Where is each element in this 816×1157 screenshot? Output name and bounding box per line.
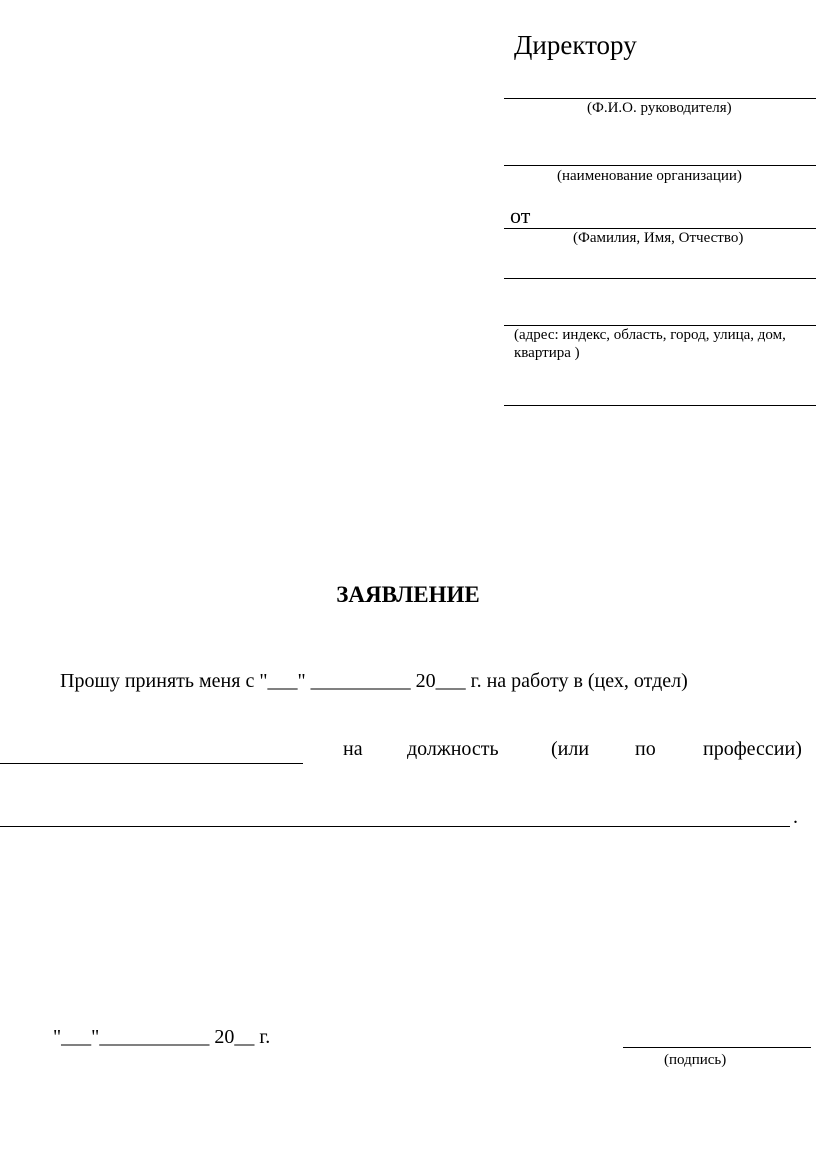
department-blank-line bbox=[0, 763, 303, 764]
applicant-name-line bbox=[504, 228, 816, 229]
position-word-ili: (или bbox=[551, 738, 590, 760]
from-label: от bbox=[510, 203, 531, 228]
applicant-name-line-2 bbox=[504, 278, 816, 279]
address-caption-line-1: (адрес: индекс, область, город, улица, дом, bbox=[514, 327, 786, 343]
request-line: Прошу принять меня с "___" __________ 20___ г. на работу в (цех, отдел) bbox=[60, 670, 688, 692]
address-caption-line-2: квартира ) bbox=[514, 345, 580, 361]
position-word-po: по bbox=[635, 738, 656, 760]
document-title: ЗАЯВЛЕНИЕ bbox=[336, 582, 480, 607]
date-field: "___"___________ 20__ г. bbox=[53, 1026, 271, 1048]
applicant-name-caption: (Фамилия, Имя, Отчество) bbox=[573, 230, 744, 246]
position-blank-line bbox=[0, 826, 790, 827]
sentence-period: . bbox=[793, 806, 798, 828]
address-line bbox=[504, 325, 816, 326]
org-name-caption: (наименование организации) bbox=[557, 168, 742, 184]
org-name-line bbox=[504, 165, 816, 166]
address-line-2 bbox=[504, 405, 816, 406]
position-word-professii: профессии) bbox=[703, 738, 802, 760]
head-name-caption: (Ф.И.О. руководителя) bbox=[587, 100, 732, 116]
addressee-heading: Директору bbox=[514, 30, 637, 60]
position-word-na: на bbox=[343, 738, 363, 760]
signature-caption: (подпись) bbox=[664, 1052, 727, 1068]
head-name-line bbox=[504, 98, 816, 99]
signature-line bbox=[623, 1047, 811, 1048]
position-word-dolzhnost: должность bbox=[407, 738, 499, 760]
